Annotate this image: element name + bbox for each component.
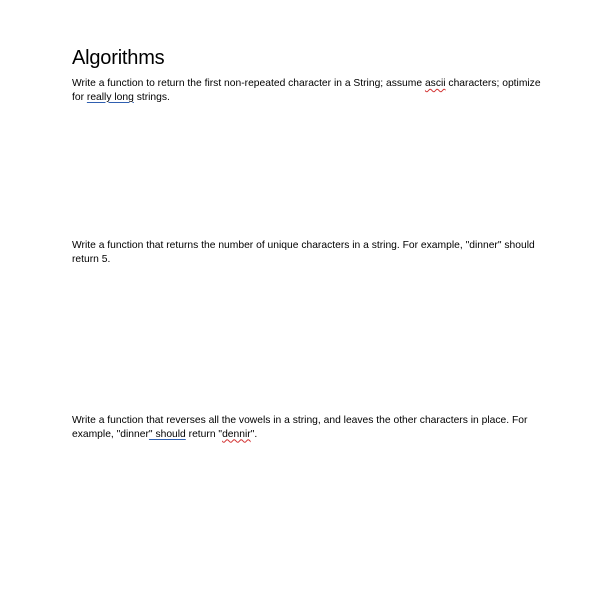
question-2 bbox=[72, 239, 542, 266]
question-3-text: Write a function that reverses all the vowels in a string, and leaves the other characters in place. For example, "dinner bbox=[72, 415, 528, 440]
question-1-text-continued: characters; optimize for bbox=[72, 78, 541, 103]
spellcheck-word-ascii: ascii bbox=[424, 78, 446, 89]
grammar-phrase-really-long: really long bbox=[86, 91, 134, 103]
grammar-phrase-should: " should bbox=[148, 428, 186, 440]
question-2-text: Write a function that returns the number of unique characters in a string. For example, "dinner" should return 5. bbox=[72, 240, 535, 265]
question-1-text-end: strings. bbox=[133, 91, 170, 103]
question-1-text: Write a function to return the first non-repeated character in a String; assume bbox=[72, 78, 425, 89]
spellcheck-word-dennir: dennir bbox=[222, 428, 251, 440]
question-1 bbox=[72, 77, 542, 104]
question-3-text-continued: return " bbox=[185, 428, 223, 440]
page-title: Algorithms bbox=[72, 47, 165, 69]
question-3 bbox=[72, 414, 542, 441]
question-3-text-end: ". bbox=[250, 428, 258, 440]
